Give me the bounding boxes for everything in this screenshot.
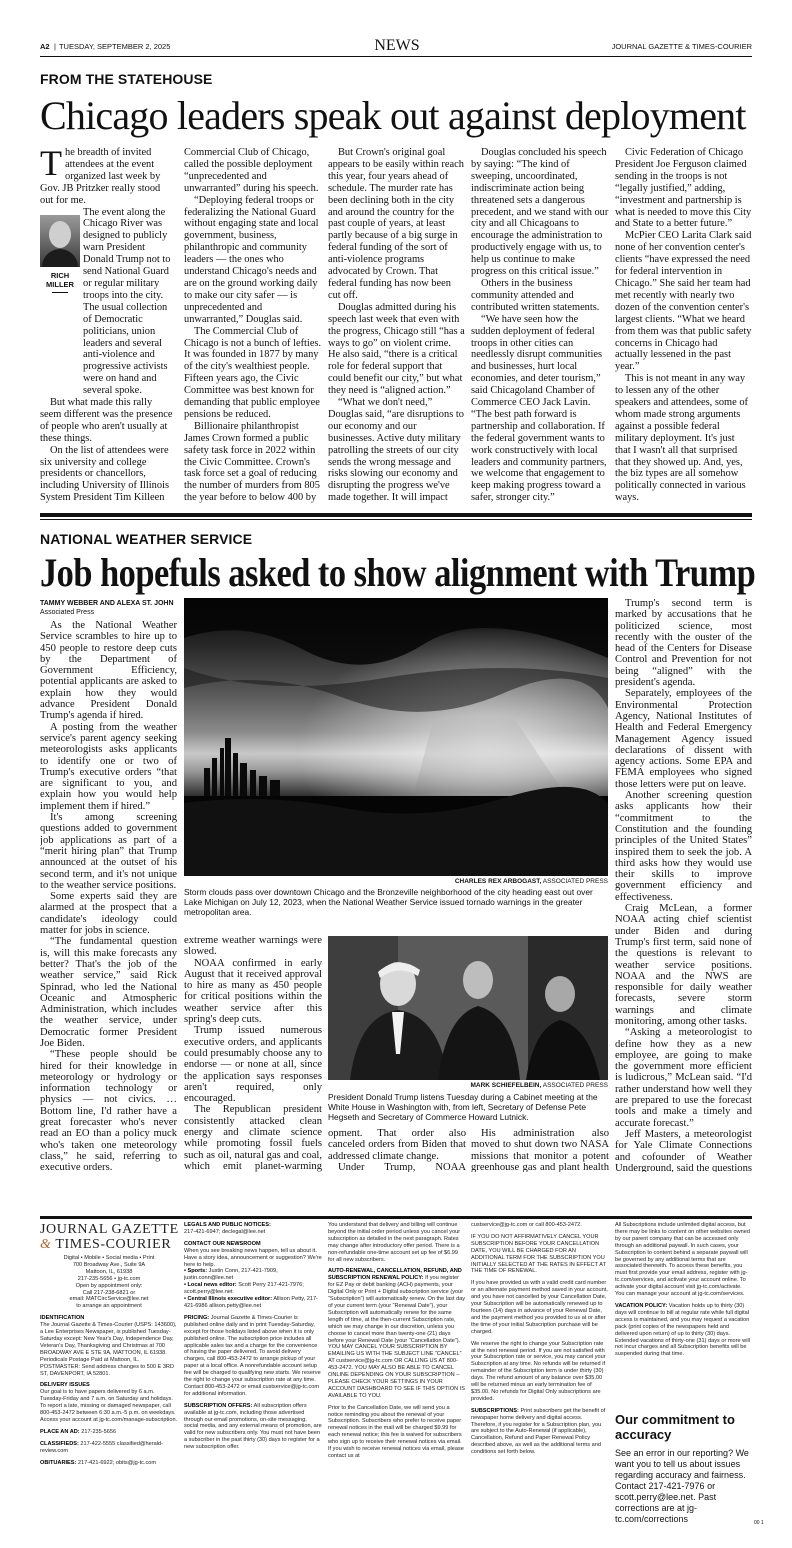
paragraph: The Republican president consistently attacked clean energy and climate science while promoting fossil fuels such as oil, natural gas and coal, which emit planet-warming <box>184 1104 322 1172</box>
sports-heading: • Sports: <box>184 1268 208 1275</box>
page-number: A2 <box>40 42 50 51</box>
section-divider-thin <box>40 519 752 520</box>
exec-editor-heading: • Central Illinois executive editor: <box>184 1296 273 1303</box>
paragraph: opment. That order also canceled orders from Biden that addressed climate change. <box>328 1128 466 1162</box>
legals-text: 217-421-6947; declegal@lee.net <box>184 1228 266 1235</box>
paragraph: “Asking a meteorologist to define how they as a new employee, are going to make the government more efficient is ludicrous,” McLean said. “I'd rather understand how well they are prepared to use the forecast tools and make a timely and accurate forecast.” <box>615 1027 752 1129</box>
offers-heading: SUBSCRIPTION OFFERS: <box>184 1402 253 1409</box>
photo-cabinet-meeting <box>328 936 608 1080</box>
paragraph: The Commercial Club of Chicago is not a bunch of lefties. It was founded in 1877 by many of the city's wealthiest people. Fifteen years ago, the Civic Committee was best known for demanding that public employee pensions be reduced. <box>184 325 322 420</box>
paragraph: Trump issued numerous executive orders, and applicants could presumably choose any to endorse — or none at all, since the application says responses aren't required, only encouraged. <box>184 1025 322 1105</box>
contact-lines: Digital • Mobile • Social media • Print 700 Broadway Ave., Suite 9A Mattoon, IL, 61938 217-235-5656 • jg-tc.com Open by appointment only: Call 217-238-6821 or email: MATCircService@lee.net to arrange an appointment <box>63 1255 155 1310</box>
story1-column-5 <box>615 147 752 503</box>
paragraph: NOAA confirmed in early August that it received approval to hire as many as 450 people for critical positions within the weather service after this spring's deep cuts. <box>184 957 322 1026</box>
story2-column-4 <box>471 1128 609 1172</box>
digital-access-text: All Subscriptions include unlimited digital access, but there may be links to content on other websites owned by our parent company that can be accessed only through an additional paywall. In such cases, your Subscription to content behind a separate paywall will be governed by any additional terms that are associated therewith. To access these benefits, you must first provide your email address, register with jg-tc.com/services, and activate your account online. To activate your digital account visit jg-tc.com/activate. You can manage your account at jg-tc.com/services. <box>615 1222 750 1298</box>
photo-storm-clouds <box>184 598 608 876</box>
sports-text: Justin Conn, 217-421-7909, justin.conn@lee.net <box>184 1268 278 1282</box>
folio-publication: JOURNAL GAZETTE & TIMES-COURIER <box>611 42 752 51</box>
photo1-caption: Storm clouds pass over downtown Chicago and the Bronzeville neighborhood of the city heading east out over Lake Michigan on July 12, 2023, when the National Weather Service issued tornado warnings in the greater metropolitan area. <box>184 887 593 917</box>
credit-card-text: If you have provided us with a valid credit card number or an alternate payment method saved in your account, and you have not cancelled by your Cancellation Date, your Subscription will be automatically renewed up to fourteen (14) days in advance of your Renewal Date, and the payment method you provided to us at or after the time of your initial Subscription purchase will be charged. <box>471 1280 608 1335</box>
rate-change-text: We reserve the right to change your Subscription rate at the next renewal period. If you are not satisfied with your Subscription rate or service, you may cancel your Subscription at any time. No refunds will be returned if remainder of the Subscription term is under thirty (30) days. The refund amount of any balance over $35.00 will be returned minus an early termination fee of $35.00. No refunds for Digital Only subscriptions are provided. <box>471 1340 606 1402</box>
flag-line-2: TIMES-COURIER <box>55 1237 172 1252</box>
story1-kicker: FROM THE STATEHOUSE <box>40 71 213 87</box>
local-editor-heading: • Local news editor: <box>184 1282 237 1289</box>
story2-column-3 <box>328 1128 466 1172</box>
paragraph: Some experts said they are alarmed at the prospect that a candidate's ideology could matter for jobs in science. <box>40 891 177 937</box>
delivery-billing-text: You understand that delivery and billing will continue beyond the initial order period unless you cancel your subscription as detailed in the next paragraph. Rates may change after introductory offer period. There is a non-refundable one-time account set up fee of $6.99 for all new subscribers. <box>328 1222 461 1263</box>
story2-column-5 <box>615 598 752 1172</box>
folio <box>40 37 752 54</box>
footer-column-5 <box>615 1222 752 1358</box>
paragraph: Jeff Masters, a meteorologist for Yale Climate Connections and cofounder of Weather Underground, said the questions <box>615 1128 752 1172</box>
renewal-notice-text: Prior to the Cancellation Date, we will send you a notice reminding you about the renewal of your Subscription. Subscribers who prefer to receive paper renewal notices in the mail will be charged $9.99 for each renewal notice; this fee is waived for subscribers who sign up to receive their renewal notices via email. If you wish to receive renewal notices via email, please contact us at <box>328 1404 464 1459</box>
paragraph: Civic Federation of Chicago President Joe Ferguson claimed sending in the troops is not “legally justified,” adding, “investment and partnership is what is needed to move this City and State to a better future.” <box>615 147 752 230</box>
delivery-text: Our goal is to have papers delivered by 6 a.m. Tuesday-Friday and 7 a.m. on Saturday and holidays. To report a late, missing or damaged newspaper, call 800-453-2472 between 6:30 a.m.-5 p.m. on weekdays. Access your account at jg-tc.com/manage-subscription. <box>40 1389 178 1423</box>
vacation-heading: VACATION POLICY: <box>615 1302 668 1309</box>
cancel-warning-text: IF YOU DO NOT AFFIRMATIVELY CANCEL YOUR SUBSCRIPTION BEFORE YOUR CANCELLATION DATE, YOU WILL BE CHARGED FOR AN ADDITIONAL TERM FOR THE SUBSCRIPTION YOU INITIALLY SELECTED AT THE RATES IN EFFECT AT THE TIME OF RENEWAL. <box>471 1233 606 1275</box>
classifieds-heading: CLASSIFIEDS: <box>40 1440 79 1447</box>
paragraph: Under Trump, NOAA <box>338 1161 466 1172</box>
paragraph: But Crown's original goal appears to be easily within reach this year, four years ahead of schedule. The murder rate has been declining both in the city and around the country for the past couple of years, at least partly because of a big surge in federal funding of the sort of anti-violence programs advocated by Crown. That federal funding has now been cut off. <box>328 147 464 301</box>
paragraph: Douglas concluded his speech by saying: “The kind of sweeping, uncoordinated, indiscriminate action being threatened sets a dangerous precedent, and we stand with our city and all Chicagoans to encourage the administration to productively engage with us, to help us continue to make progress on this critical issue.” <box>471 147 609 278</box>
commitment-text: See an error in our reporting? We want you to tell us about issues regarding accuracy and fairness. Contact 217-421-7976 or scott.perry@lee.net. Past corrections are at jg-tc.com/corrections <box>615 1448 749 1524</box>
paragraph: McPier CEO Larita Clark said none of her convention center's clients “have expressed the need for federal intervention in Chicago.” She said her team had met recently with nearly two dozen of the convention center's largest clients. “What we heard from them was that public safety concerns in Chicago had actually lessened in the past year.” <box>615 230 752 373</box>
photo2-credit-org: ASSOCIATED PRESS <box>542 1082 608 1089</box>
offers-text: All subscription offers available at jg-tc.com, including those advertised through our email promotions, on-site messaging, social media, and any external means of promotion, are valid for new subscribers only. You must not have been a subscriber in the past thirty (30) days to register for a new subscription offer. <box>184 1402 322 1451</box>
paragraph: Douglas admitted during his speech last week that even with the progress, Chicago still “has a ways to go” on violent crime. He also said, “there is a critical role for federal support that could benefit our city,” but what they need is “aligned action.” <box>328 301 465 397</box>
identification-heading: IDENTIFICATION <box>40 1315 85 1322</box>
paragraph: The event along the Chicago River was designed to publicly warn President Donald Trump not to send National Guard or regular military troops into the city. The usual collection of Democratic politicians, union leaders and several anti-violence and progressive activists were on hand and several spoke. <box>83 206 171 397</box>
paragraph: This is not meant in any way to lessen any of the other speakers and attendees, some of whom made strong arguments against a possible federal military deployment. It's just that I wasn't all that surprised that they showed up. And, yes, the biz types are all somehow politically connected in various ways. <box>615 373 749 503</box>
subscriptions-text: Print subscribers get the benefit of newspaper home delivery and digital access. Therefore, if you register for a Subscription plan, you are subject to the Auto-Renewal (if applicable), Cancellation, Refund and Paper Renewal Policy described above, as well as the additional terms and conditions set forth below. <box>471 1407 606 1456</box>
obituaries-heading: OBITUARIES: <box>40 1459 77 1466</box>
story2-column-2 <box>184 935 322 1172</box>
footer-column-3 <box>328 1222 466 1544</box>
paragraph: A posting from the weather service's parent agency seeking meteorologists asks applicants to identify one or two of Trump's executive orders “that are significant to you, and explain how you would help implement them if hired.” <box>40 721 177 812</box>
delivery-heading: DELIVERY ISSUES <box>40 1382 90 1389</box>
paragraph: Commercial Club of Chicago, called the possible deployment “unprecedented and unwarranted” during his speech. <box>184 147 319 194</box>
paragraph: Separately, employees of the Environmental Protection Agency, National Institutes of Health and Federal Emergency Management Agency issued declarations of dissent with agency actions. Some EPA and FEMA employees who signed those letters were put on leave. <box>615 688 752 790</box>
flag-line-1: JOURNAL GAZETTE <box>40 1222 179 1237</box>
custservice-text: custservice@jg-tc.com or call 800-453-2472. <box>471 1222 582 1228</box>
identification-text: The Journal Gazette & Times-Courier (USPS: 143600), a Lee Enterprises Newspaper, is published Tuesday-Saturday except: New Year's Day, Independence Day, Veteran's Day, Thanksgiving and Christmas at 700 BROADWAY AVE E STE 9A, MATTOON, IL 61938. Periodicals Postage Paid at Mattoon, IL. POSTMASTER: Send address changes to 500 E 3RD ST, DAVENPORT, IA 52801. <box>40 1322 177 1377</box>
commitment-heading: Our commitment to accuracy <box>615 1412 735 1442</box>
paragraph: “We have seen how the sudden deployment of federal troops in other cities can needlessly disrupt communities and businesses, hurt local economies, and deter tourism,” said Chicagoland Chamber of Commerce CEO Jack Lavin. “The best path forward is partnership and collaboration. If the federal government wants to work constructively with local leaders and community partners, we welcome that engagement to keep making progress toward a safer, stronger city.” <box>471 313 607 503</box>
paragraph: Billionaire philanthropist James Crown formed a public safety task force in 2022 within the Civic Committee. Crown's task force set a goal of reducing the number of murders from 805 the year before to below 400 by <box>184 420 320 503</box>
cabinet-meeting-graphic <box>328 936 608 1080</box>
exec-editor-text: Allison Petty, 217-421-6986 allison.petty@lee.net <box>184 1296 318 1309</box>
story1-column-3 <box>328 147 465 503</box>
paragraph: “The fundamental question is, will this make forecasts any better? That's the job of the weather service,” said Rick Spinrad, who led the National Oceanic and Atmospheric Administration, which includes the weather service, under Democratic former President Joe Biden. <box>40 936 177 1049</box>
byline <box>40 599 180 617</box>
paragraph: His administration also moved to shut down two NASA missions that monitor a potent greenhouse gas and plant health <box>471 1128 609 1172</box>
paragraph: On the list of attendees were six university and college presidents or chancellors, including University of Illinois System President Tim Killeen <box>40 444 170 503</box>
story1-column-2 <box>184 147 322 503</box>
story1-headline: Chicago leaders speak out against deployment <box>40 93 746 138</box>
flag-ampersand: & <box>40 1237 52 1252</box>
place-ad-text: 217-235-5656 <box>81 1428 117 1435</box>
story2-headline: Job hopefuls asked to show alignment with Trump <box>40 550 756 595</box>
paragraph: Craig McLean, a former NOAA acting chief scientist under Biden and during Trump's first term, said none of the questions is relevant to weather service positions. NOAA and the NWS are responsible for daily weather forecasts, severe storm warnings and climate monitoring, among other tasks. <box>615 903 752 1027</box>
paragraph: “What we don't need,” Douglas said, “are disruptions to our economy and our businesses. Active duty military patrolling the streets of our city sends the wrong message and risks slowing our economy and disrupting the progress we've made together. It will impact <box>328 397 464 503</box>
subscriptions-heading: SUBSCRIPTIONS: <box>471 1407 519 1414</box>
photo2-credit-name: MARK SCHIEFELBEIN, <box>470 1082 542 1089</box>
pricing-text: Journal Gazette & Times-Courier is published online daily and in print Tuesday-Saturday, except for those holidays listed above when it is only published online. The subscription price includes all applicable sales tax and a charge for the convenience of having the paper delivered. To avoid delivery charges, call 800-453-2472 to arrange pickup of your paper at a local office. A nonrefundable account setup fee will be charged to qualifying new starts. We reserve the right to change your subscription rate at any time. Contact 800-453-2472 or email custservice@jg-tc.com for additional information. <box>184 1314 321 1397</box>
footer-column-4 <box>471 1222 609 1544</box>
classifieds-text: 217-422-5555 classified@herald-review.com <box>40 1440 163 1454</box>
paragraph: he breadth of invited attendees at the event organized last week by Gov. JB Pritzker really stood out for me. <box>40 147 161 206</box>
autorenew-heading: AUTO-RENEWAL, CANCELLATION, REFUND, AND SUBSCRIPTION RENEWAL POLICY: <box>328 1268 462 1282</box>
paragraph: As the National Weather Service scrambles to hire up to 450 people to restore deep cuts by the Department of Government Efficiency, potential applicants are asked to explain how they would advance President Donald Trump's agenda if hired. <box>40 620 177 722</box>
folio-date: | TUESDAY, SEPTEMBER 2, 2025 <box>54 42 171 51</box>
autorenew-text: If you register for EZ Pay or debit banking (ACH) payments, your Digital Only or Print + Digital subscription service (your “Subscription”) will automatically renew. On the last day of your current term (your “Renewal Date”), your Subscription will automatically renew for the same length of time, at the then-current Subscription rate, which we may change in our discretion, unless you choose to cancel more than twenty-one (21) days before your Renewal Date (your “Cancellation Date”). YOU MAY CANCEL YOUR SUBSCRIPTION BY EMAILING US WITH THE SUBJECT LINE “CANCEL” AT custservice@jg-tc.com OR CALLING US AT 800-453-2472. YOU MAY ALSO BE ABLE TO CANCEL ONLINE DEPENDING ON YOUR SUBSCRIPTION – PLEASE CHECK YOUR SETTINGS IN YOUR ACCOUNT DASHBOARD TO SEE IF THIS OPTION IS AVAILABLE TO YOU. <box>328 1275 466 1399</box>
photo1-credit-org: ASSOCIATED PRESS <box>542 878 608 885</box>
vacation-text: Vacation holds up to thirty (30) days will continue to bill at regular rate while full digital access is maintained, and you may request a vacation pack (print copies of the newspapers held and delivered upon return) of up to thirty (30) days. Extended vacations of thirty-one (31) days or more will not incur charges and all Subscription benefits will be suspended during that time. <box>615 1302 750 1358</box>
place-ad-heading: PLACE AN AD: <box>40 1428 80 1435</box>
obituaries-text: 217-421-6922; obits@jg-tc.com <box>77 1459 157 1466</box>
paragraph: “Deploying federal troops or federalizing the National Guard without engaging state and local government, business, philanthropic and community leaders — the ones who understand Chicago's needs and are on the ground working daily to make our city safer — is unprecedented and unwarranted,” Douglas said. <box>184 194 319 325</box>
local-editor-text: Scott Perry 217-421-7976; scott.perry@lee.net <box>184 1282 304 1296</box>
photo2-credit <box>328 1082 608 1089</box>
story1-column-1 <box>40 147 173 503</box>
byline-names: TAMMY WEBBER AND ALEXA ST. JOHN <box>40 600 174 607</box>
footer-column-1 <box>40 1255 178 1545</box>
photo1-credit-name: CHARLES REX ARBOGAST, <box>454 878 542 885</box>
legals-heading: LEGALS AND PUBLIC NOTICES: <box>184 1222 271 1228</box>
byline-org: Associated Press <box>40 609 95 616</box>
masthead-flag <box>40 1222 182 1252</box>
newsroom-heading: CONTACT OUR NEWSROOM <box>184 1240 261 1247</box>
paragraph: It's among screening questions added to government job applications as part of a “merit hiring plan” that Trump announced at the outset of his second term, and it's not unique to the weather service positions. <box>40 812 177 891</box>
story2-column-1 <box>40 620 177 1172</box>
section-divider <box>40 513 752 517</box>
columnist-name: RICH MILLER <box>46 271 74 289</box>
newsroom-text: When you see breaking news happen, tell us about it. Have a story idea, announcement or suggestion? We're here to help. <box>184 1247 322 1268</box>
photo2-caption: President Donald Trump listens Tuesday during a Cabinet meeting at the White House in Washington with, from left, Secretary of Defense Pete Hegseth and Secretary of Commerce Howard Lutnick. <box>328 1092 598 1122</box>
drop-cap: T <box>40 147 62 183</box>
page-code: 00 1 <box>754 1520 764 1526</box>
paragraph: “These people should be hired for their knowledge in meteorology or hydrology or information technology or physics — not civics. … Bottom line, I'd rather have a great forecaster who's never read an EO than a policy muck who's taken one meteorology class,” he said, referring to executive orders. <box>40 1049 177 1172</box>
story1-column-4 <box>471 147 609 503</box>
paragraph: Trump's second term is marked by accusations that he politicized science, most recently with the ouster of the head of the Centers for Disease Control and Prevention for not being “aligned” with the president's agenda. <box>615 598 752 689</box>
footer-column-2 <box>184 1222 322 1544</box>
story2-kicker: NATIONAL WEATHER SERVICE <box>40 531 253 547</box>
folio-rule <box>40 56 752 57</box>
storm-skyline-graphic <box>184 598 608 876</box>
paragraph: Another screening question asks applicants how their “commitment to the Constitution and the founding principles of the United States” inspired them to seek the job. A third asks how they would use their skills to improve government efficiency and effectiveness. <box>615 790 752 903</box>
paragraph: Others in the business community attended and contributed written statements. <box>471 277 600 313</box>
paragraph: extreme weather warnings were slowed. <box>184 935 322 958</box>
pricing-heading: PRICING: <box>184 1314 210 1321</box>
photo1-credit <box>328 878 608 885</box>
section-name: NEWS <box>374 37 420 54</box>
paragraph: But what made this rally seem different was the presence of people who aren't usually at these things. <box>40 397 173 444</box>
footer-rule <box>40 1216 752 1219</box>
